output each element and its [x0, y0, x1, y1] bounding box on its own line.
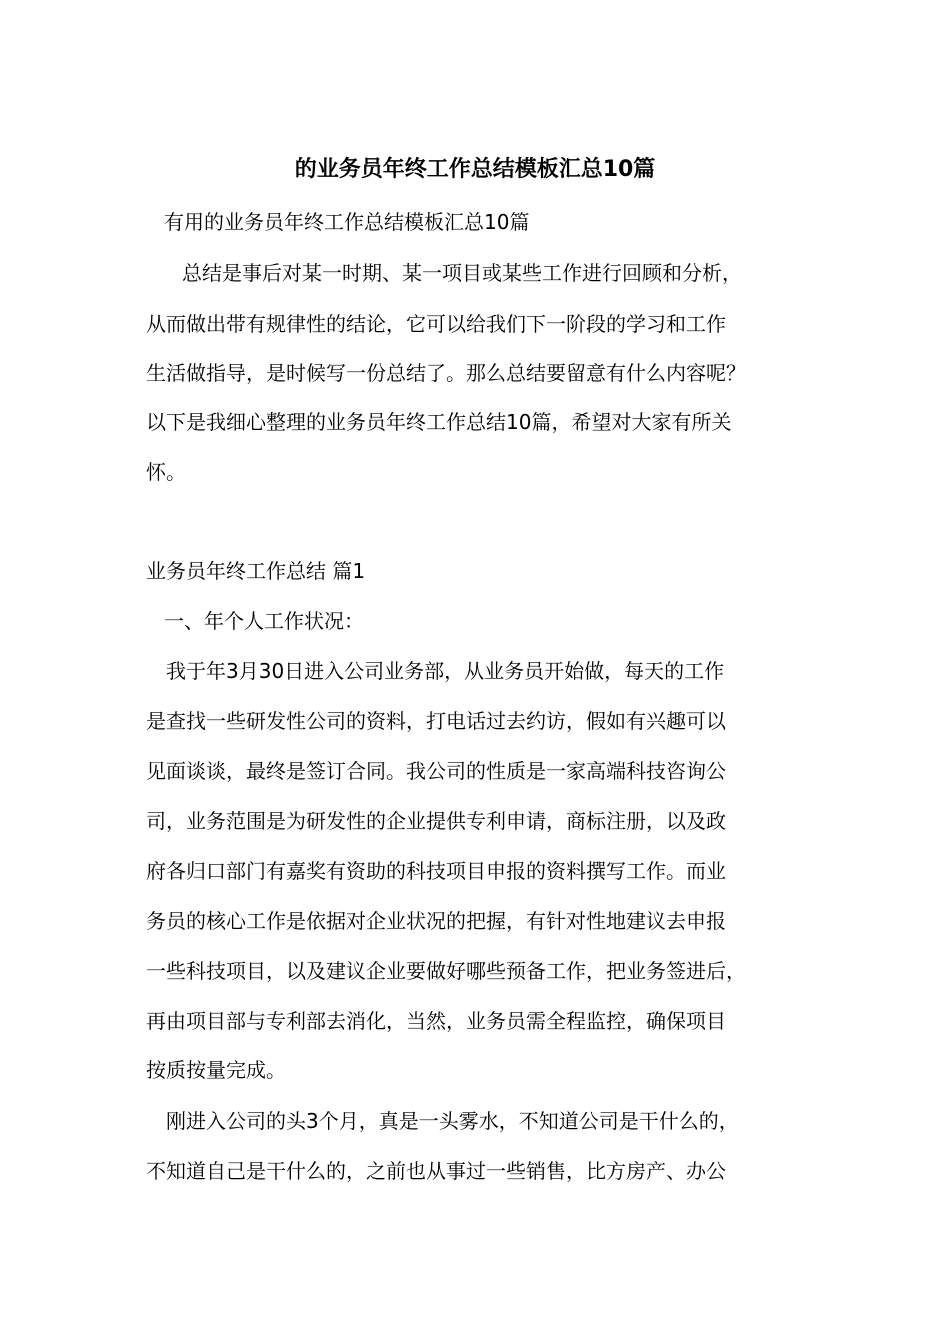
paragraph-line: 一些科技项目，以及建议企业要做好哪些预备工作，把业务签进后，	[146, 959, 746, 983]
paragraph-line: 见面谈谈，最终是签订合同。我公司的性质是一家高端科技咨询公	[146, 759, 726, 783]
paragraph-line: 再由项目部与专利部去消化，当然，业务员需全程监控，确保项目	[146, 1009, 726, 1033]
paragraph-line: 按质按量完成。	[146, 1058, 286, 1082]
document-title: 的业务员年终工作总结模板汇总10篇	[294, 157, 656, 182]
paragraph-line: 司，业务范围是为研发性的企业提供专利申请，商标注册，以及政	[146, 809, 726, 833]
section-heading: 业务员年终工作总结 篇1	[146, 559, 366, 583]
paragraph-line: 是查找一些研发性公司的资料，打电话过去约访，假如有兴趣可以	[146, 709, 726, 733]
paragraph-line: 府各归口部门有嘉奖有资助的科技项目申报的资料撰写工作。而业	[146, 859, 726, 883]
intro-line: 总结是事后对某一时期、某一项目或某些工作进行回顾和分析，	[182, 261, 742, 285]
intro-line: 以下是我细心整理的业务员年终工作总结10篇，希望对大家有所关	[146, 410, 732, 434]
intro-line: 生活做指导，是时候写一份总结了。那么总结要留意有什么内容呢？	[146, 361, 746, 385]
paragraph-line: 刚进入公司的头3个月，真是一头雾水，不知道公司是干什么的，	[166, 1109, 739, 1133]
document-subtitle: 有用的业务员年终工作总结模板汇总10篇	[164, 210, 530, 234]
paragraph-line: 务员的核心工作是依据对企业状况的把握，有针对性地建议去申报	[146, 909, 726, 933]
subheading: 一、年个人工作状况：	[164, 609, 364, 633]
paragraph-line: 我于年3月30日进入公司业务部，从业务员开始做，每天的工作	[166, 659, 725, 683]
intro-line: 从而做出带有规律性的结论，它可以给我们下一阶段的学习和工作	[146, 312, 726, 336]
intro-line: 怀。	[146, 460, 186, 484]
paragraph-line: 不知道自己是干什么的，之前也从事过一些销售，比方房产、办公	[146, 1159, 726, 1183]
